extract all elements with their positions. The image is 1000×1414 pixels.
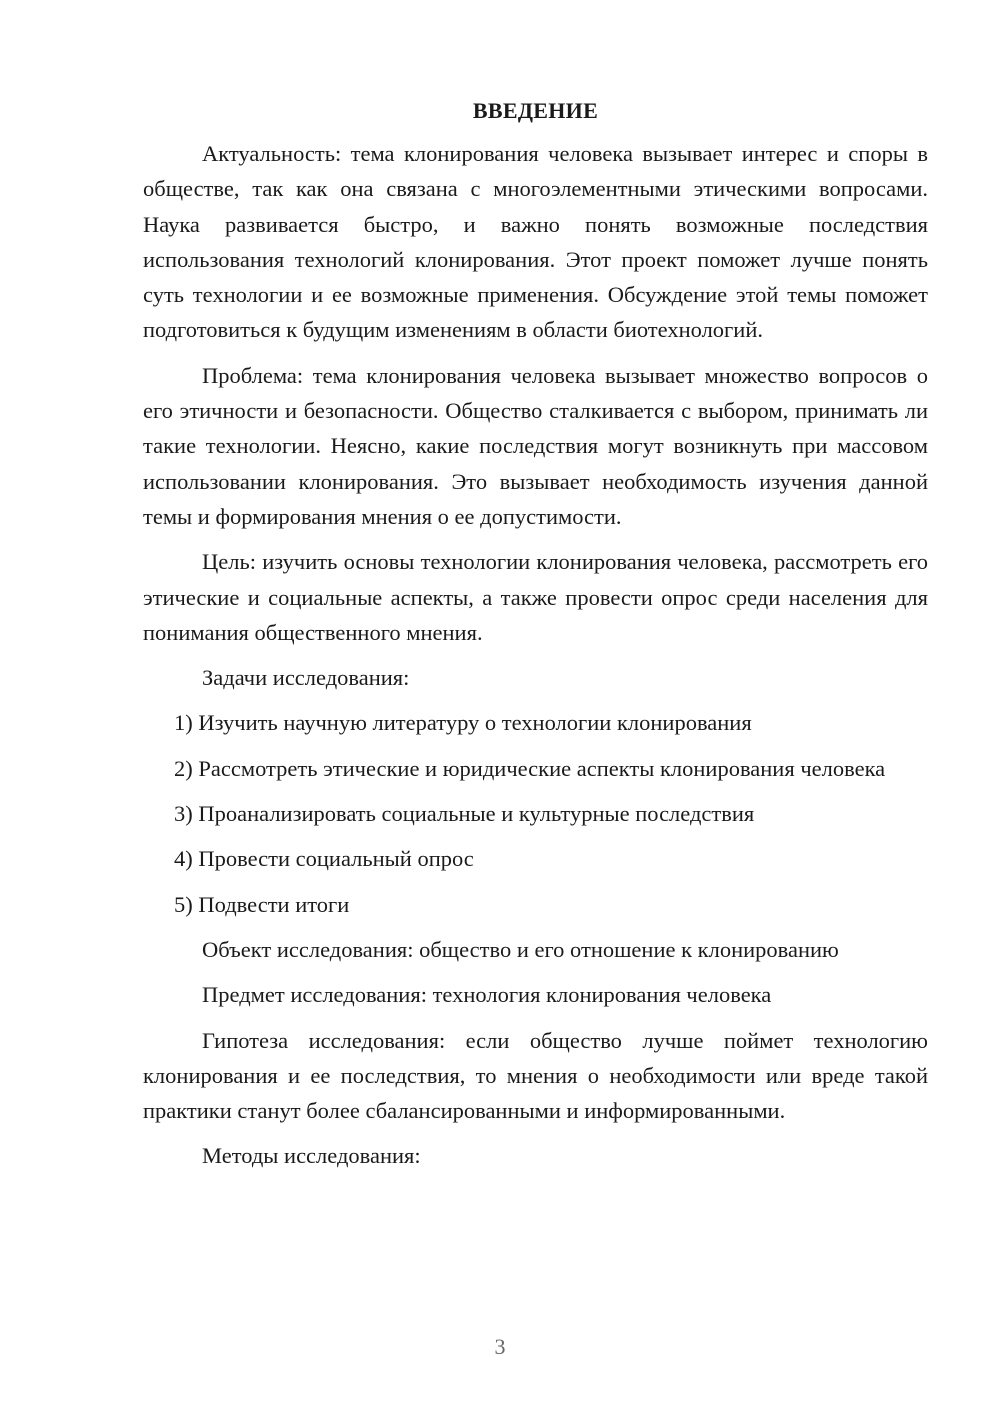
task-item-2: 2) Рассмотреть этические и юридические аспекты клонирования человека	[174, 755, 886, 781]
task-item-4: 4) Провести социальный опрос	[174, 846, 474, 872]
methods-heading: Методы исследования:	[202, 1143, 421, 1169]
relevance-paragraph: Актуальность: тема клонирования человека вызывает интерес и споры в обществе, так как она связана с многоэлементными этическими вопросами. Наука развивается быстро, и важно понять возможные последствия использования технологий клонирования. Этот проект поможет лучше понять суть технологии и ее возможные применения. Обсуждение этой темы поможет подготовиться к будущим изменениям в области биотехнологий.	[143, 141, 928, 343]
object-paragraph: Объект исследования: общество и его отношение к клонированию	[202, 936, 839, 962]
task-item-5: 5) Подвести итоги	[174, 891, 350, 917]
page-number: 3	[494, 1334, 506, 1359]
problem-paragraph: Проблема: тема клонирования человека вызывает множество вопросов о его этичности и безопасности. Общество сталкивается с выбором, принимать ли такие технологии. Неясно, какие последствия могут возникнуть при массовом использовании клонирования. Это вызывает необходимость изучения данной темы и формирования мнения о ее допустимости.	[143, 362, 928, 529]
task-item-1: 1) Изучить научную литературу о технологии клонирования	[174, 710, 752, 736]
document-page	[143, 96, 928, 1184]
hypothesis-paragraph: Гипотеза исследования: если общество лучше поймет технологию клонирования и ее последствия, то мнения о необходимости или вреде такой практики станут более сбалансированными и информированными.	[143, 1027, 928, 1124]
goal-paragraph: Цель: изучить основы технологии клонирования человека, рассмотреть его этические и социальные аспекты, а также провести опрос среди населения для понимания общественного мнения.	[143, 549, 928, 645]
subject-paragraph: Предмет исследования: технология клонирования человека	[202, 982, 772, 1008]
task-item-3: 3) Проанализировать социальные и культурные последствия	[174, 801, 755, 827]
tasks-heading: Задачи исследования:	[202, 665, 410, 691]
section-title: ВВЕДЕНИЕ	[472, 98, 599, 123]
